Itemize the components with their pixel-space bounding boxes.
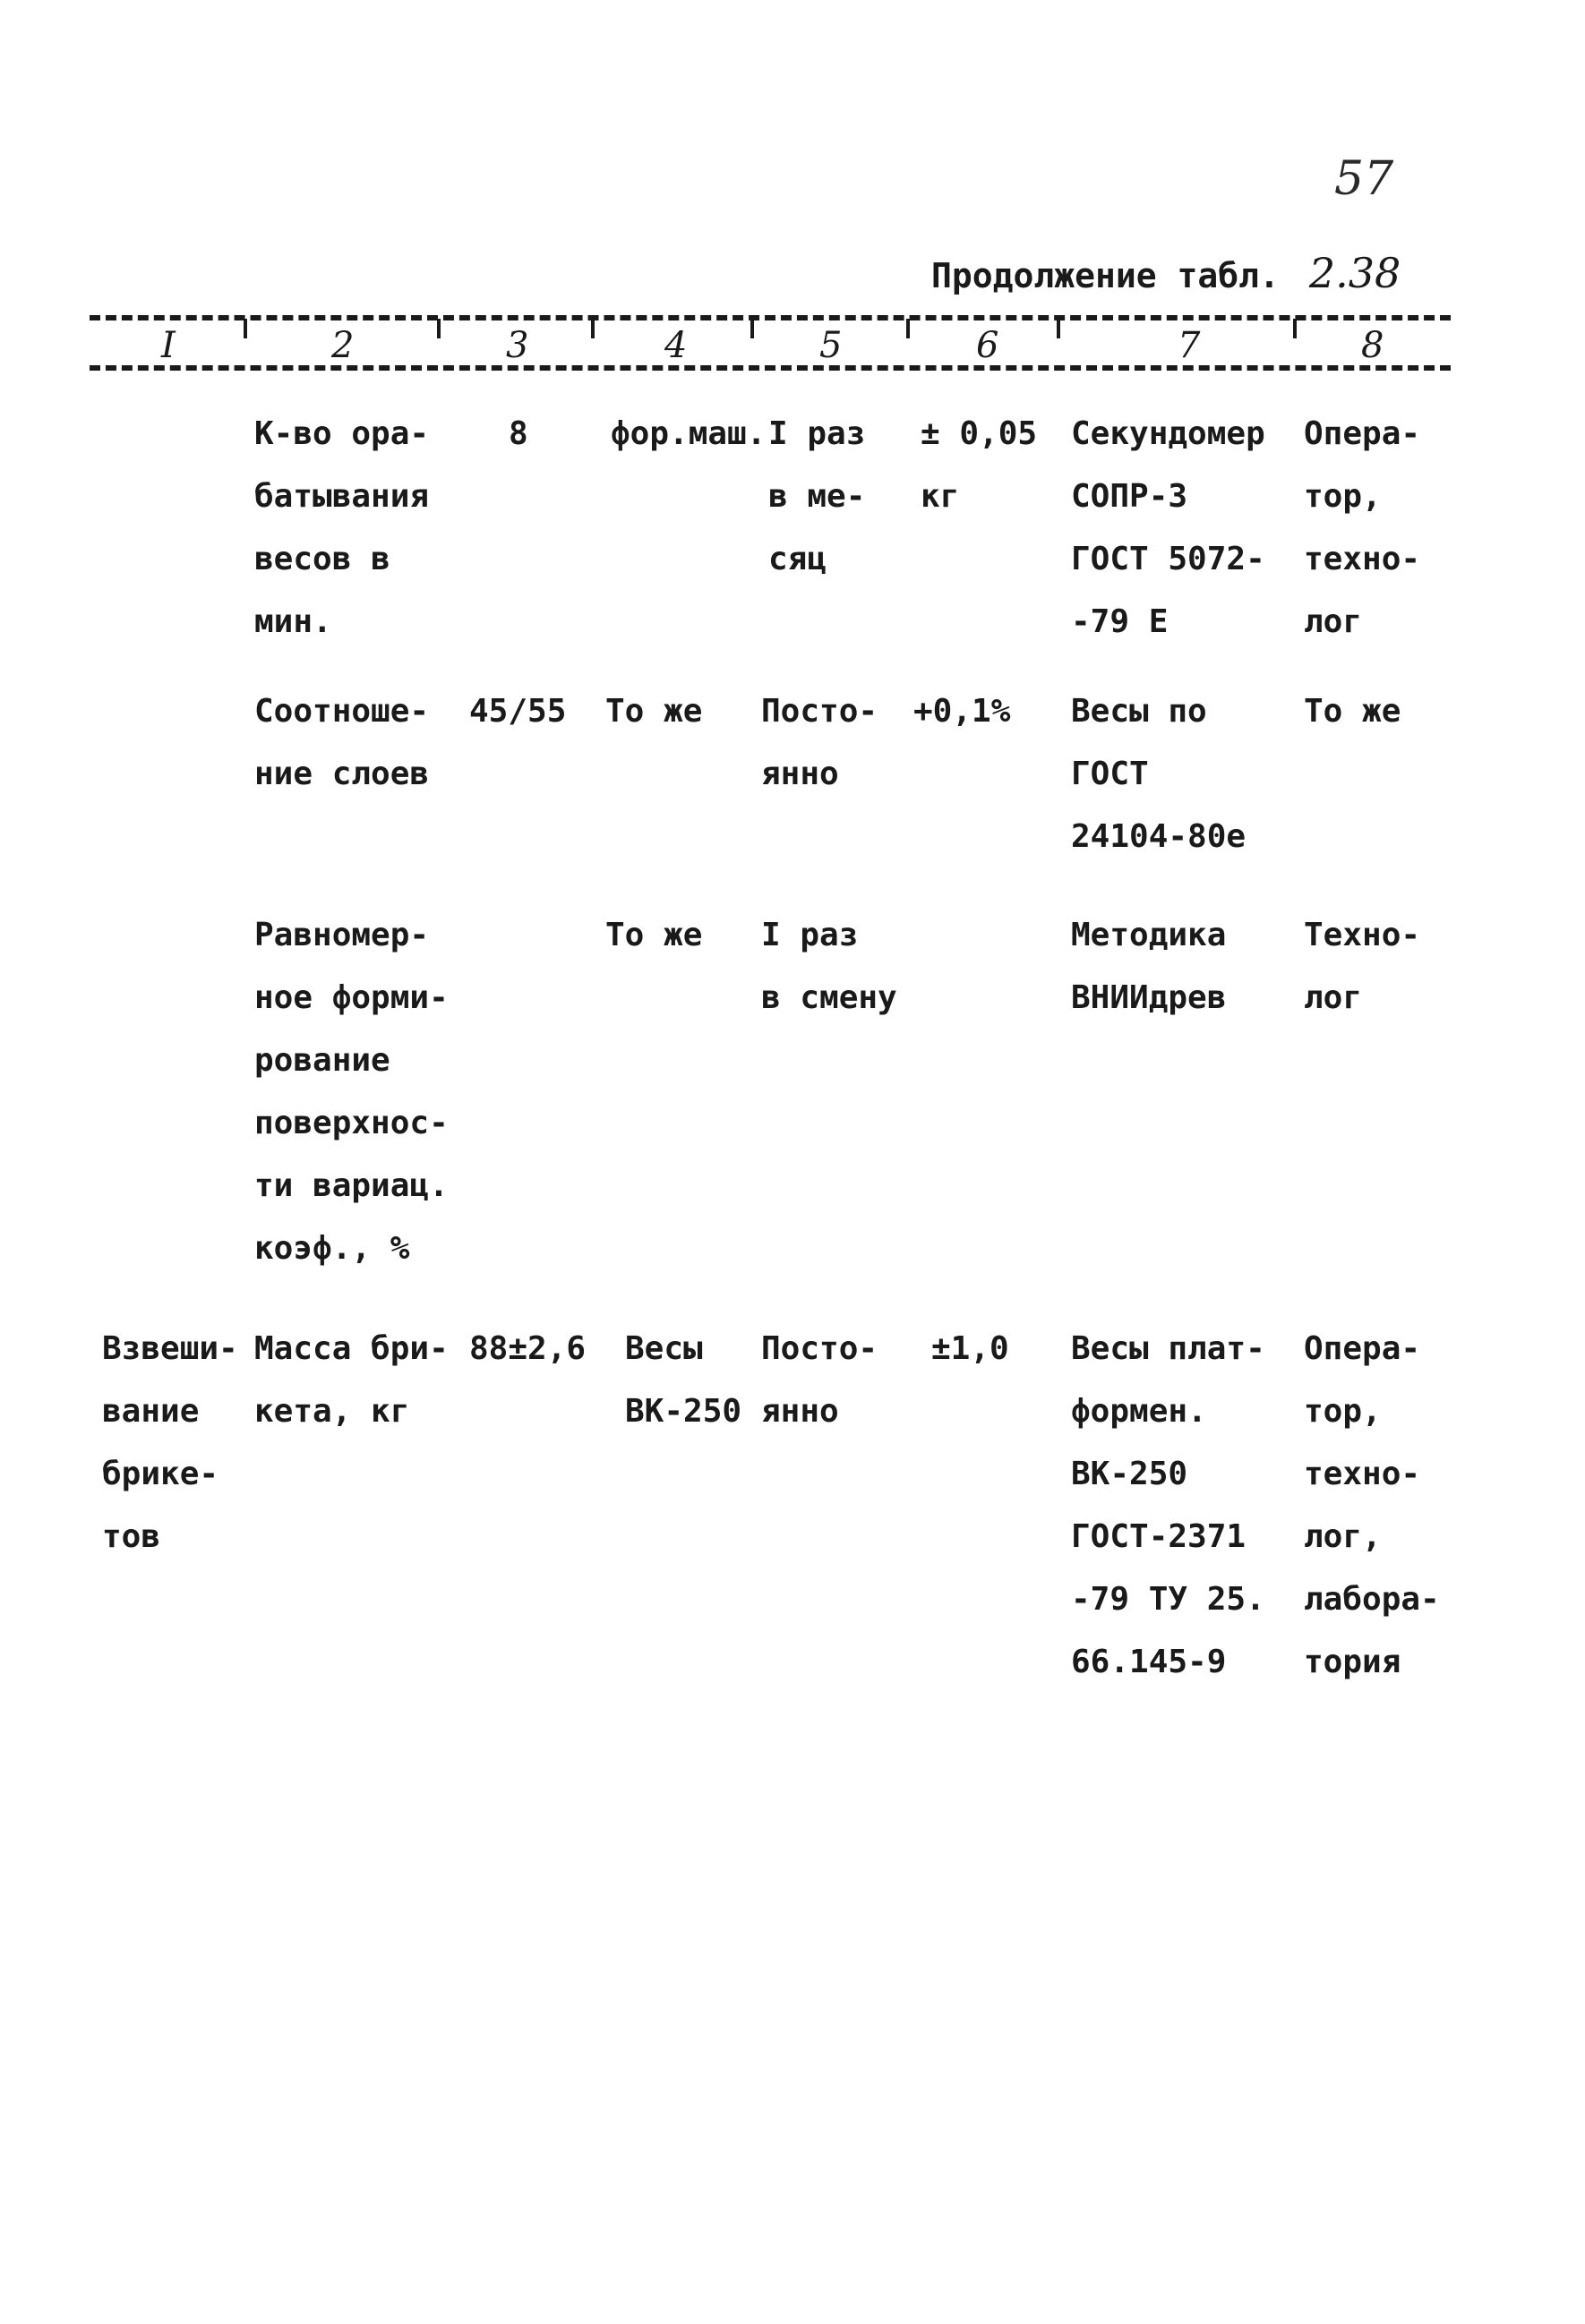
column-number: 8 (1361, 325, 1384, 366)
table-cell: К-во ора- батывания весов в мин. (254, 415, 430, 640)
column-number: 6 (976, 325, 999, 366)
table-cell: 88±2,6 (469, 1330, 587, 1367)
column-separator (1293, 319, 1297, 338)
table-cell: То же (605, 693, 703, 730)
table-reference: 2.38 (1308, 249, 1401, 297)
table-cell: Равномер- ное форми- рование поверхнос- ти вариац. коэф., % (254, 917, 449, 1267)
table-cell: Посто- янно (761, 693, 878, 792)
table-cell: Методика ВНИИдрев (1071, 917, 1227, 1016)
table-cell: То же (1304, 693, 1401, 730)
table-cell: ±1,0 (931, 1330, 1009, 1367)
column-separator (906, 319, 910, 338)
column-number: 5 (819, 325, 843, 366)
table-cell: Опера- тор, техно- лог, лабора- тория (1304, 1330, 1440, 1680)
table-cell: Соотноше- ние слоев (254, 693, 430, 792)
table-cell: Взвеши- вание брике- тов (102, 1330, 238, 1555)
table-cell: фор.маш. (611, 415, 767, 452)
table-continuation-caption (931, 249, 1401, 297)
table-cell: 8 (509, 415, 528, 452)
table-cell: То же (605, 917, 703, 953)
table-cell: Техно- лог (1304, 917, 1421, 1016)
column-number: 2 (331, 325, 355, 366)
table-cell: +0,1% (913, 693, 1011, 730)
table-cell: Масса бри- кета, кг (254, 1330, 449, 1430)
table-cell: Весы по ГОСТ 24104-80е (1071, 693, 1247, 855)
continuation-label: Продолжение табл. (931, 256, 1280, 295)
table-cell: Секундомер СОПР-3 ГОСТ 5072- -79 Е (1071, 415, 1265, 640)
table-cell: Посто- янно (761, 1330, 878, 1430)
table-cell: 45/55 (469, 693, 567, 730)
page-number: 57 (1334, 152, 1394, 206)
table-cell: ± 0,05 кг (921, 415, 1038, 515)
header-rule-top (90, 315, 1451, 320)
header-rule-bottom (90, 365, 1451, 371)
table-cell: Весы плат- формен. ВК-250 ГОСТ-2371 -79 ТУ 25. 66.145-9 (1071, 1330, 1265, 1680)
table-cell: Весы ВК-250 (625, 1330, 742, 1430)
column-separator (244, 319, 247, 338)
column-number: 7 (1178, 325, 1201, 366)
column-separator (750, 319, 754, 338)
column-number: 3 (506, 325, 529, 366)
column-number: I (161, 325, 176, 366)
table-cell: I раз в ме- сяц (768, 415, 866, 577)
table-cell: Опера- тор, техно- лог (1304, 415, 1421, 640)
column-separator (1057, 319, 1060, 338)
column-separator (591, 319, 595, 338)
table-cell: I раз в смену (761, 917, 897, 1016)
column-separator (437, 319, 441, 338)
column-number: 4 (664, 325, 688, 366)
